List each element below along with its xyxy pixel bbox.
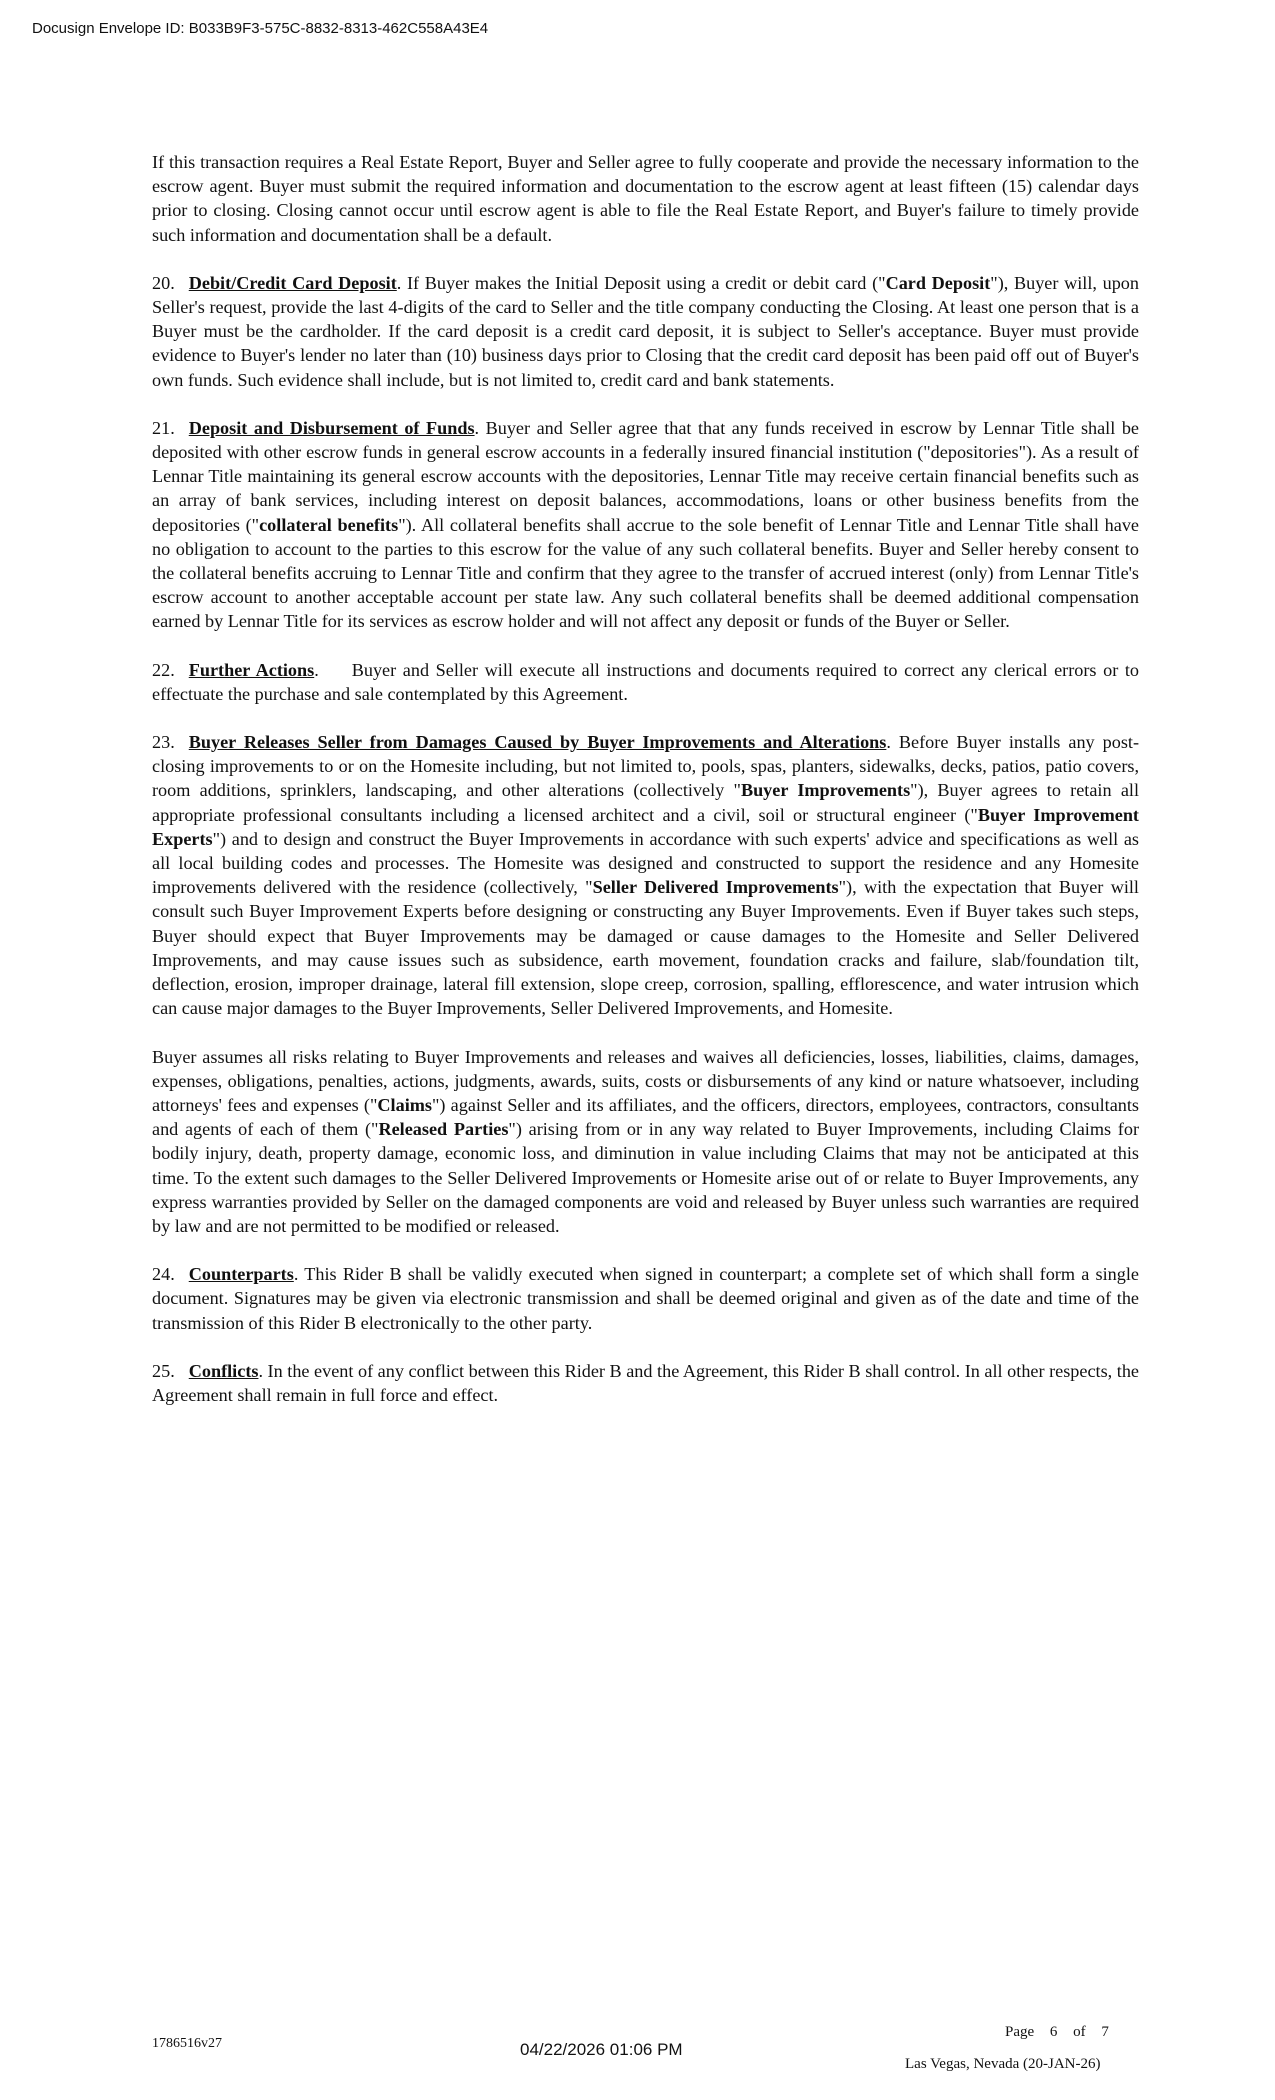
- section-20: [152, 271, 1139, 392]
- envelope-id: Docusign Envelope ID: B033B9F3-575C-8832-8313-462C558A43E4: [32, 20, 489, 37]
- section-23: [152, 730, 1139, 1020]
- section-heading: Conflicts: [188, 1360, 259, 1381]
- paragraph-real-estate-report: If this transaction requires a Real Estate Report, Buyer and Seller agree to fully cooperate and provide the necessary information to the escrow agent. Buyer must submit the required information and documentation to the escrow agent at least fifteen (15) calendar days prior to closing. Closing cannot occur until escrow agent is able to file the Real Estate Report, and Buyer's failure to timely provide such information and documentation shall be a default.: [152, 152, 1139, 245]
- section-number: 23.: [152, 732, 175, 753]
- section-text: Buyer assumes all risks relating to Buyer Improvements and releases and waives all deficiencies, losses, liabilities, claims, damages, expenses, obligations, penalties, actions, judgments, awards, suits, costs or disbursements of any kind or nature whatsoever, including attorneys' fees and expenses (": [152, 1046, 1139, 1115]
- section-text: . Before Buyer installs any post-closing improvements to or on the Homesite including, but not limited to, pools, spas, planters, sidewalks, decks, patios, patio covers, room additions, sprinklers, landscaping, and other alterations (collectively ": [152, 732, 1140, 801]
- section-heading: Buyer Releases Seller from Damages Caused by Buyer Improvements and Alterations: [188, 732, 887, 753]
- section-number: 25.: [152, 1360, 175, 1381]
- document-body: [152, 150, 1144, 1431]
- defined-term: Buyer Improvements: [740, 780, 911, 801]
- section-text: "). All collateral benefits shall accrue to the sole benefit of Lennar Title and Lennar Title shall have no obligation to account to the parties to this escrow for the value of any such collateral benefits. Buyer and Seller hereby consent to the collateral benefits accruing to Lennar Title and confirm that they agree to the transfer of accrued interest (only) from Lennar Title's escrow account to another acceptable account per state law. Any such collateral benefits shall be deemed additional compensation earned by Lennar Title for its services as escrow holder and will not affect any deposit or funds of the Buyer or Seller.: [152, 514, 1139, 632]
- section-heading: Further Actions: [188, 659, 315, 680]
- document-code: 1786516v27: [152, 2036, 222, 2051]
- section-number: 22.: [152, 659, 175, 680]
- section-text: "), Buyer will, upon Seller's request, provide the last 4-digits of the card to Seller and the title company conducting the Closing. At least one person that is a Buyer must be the cardholder. If the card deposit is a credit card deposit, it is subject to Seller's acceptance. Buyer must provide evidence to Buyer's lender no later than (10) business days prior to Closing that the credit card deposit has been paid off out of Buyer's own funds. Such evidence shall include, but is not limited to, credit card and bank statements.: [152, 272, 1139, 390]
- section-number: 24.: [152, 1264, 175, 1285]
- section-21: [152, 416, 1139, 634]
- section-text: ") against Seller and its affiliates, and the officers, directors, employees, contractors, consultants and agents of each of them (": [152, 1094, 1139, 1140]
- defined-term: collateral benefits: [259, 514, 399, 535]
- section-heading: Deposit and Disbursement of Funds: [188, 417, 475, 438]
- signature-timestamp: 04/22/2026 01:06 PM: [520, 2040, 683, 2059]
- section-number: 20.: [152, 272, 175, 293]
- section-text: . If Buyer makes the Initial Deposit using a credit or debit card (": [396, 272, 886, 293]
- page-number: Page 6 of 7: [1005, 2024, 1109, 2040]
- section-heading: Debit/Credit Card Deposit: [188, 272, 397, 293]
- document-location: Las Vegas, Nevada (20-JAN-26): [905, 2056, 1101, 2072]
- defined-term: Released Parties: [378, 1119, 509, 1140]
- section-text: ") arising from or in any way related to Buyer Improvements, including Claims for bodily injury, death, property damage, economic loss, and diminution in value including Claims that may not be anticipated at this time. To the extent such damages to the Seller Delivered Improvements or Homesite arise out of or relate to Buyer Improvements, any express warranties provided by Seller on the damaged components are void and released by Buyer unless such warranties are required by law and are not permitted to be modified or released.: [152, 1119, 1140, 1236]
- defined-term: Claims: [377, 1094, 432, 1115]
- section-22: [152, 658, 1144, 706]
- section-23-release: [152, 1045, 1139, 1239]
- defined-term: Seller Delivered Improvements: [592, 877, 839, 898]
- section-text: . Buyer and Seller will execute all instructions and documents required to correct any clerical errors or to effectuate the purchase and sale contemplated by this Agreement.: [152, 659, 1144, 704]
- section-text: . This Rider B shall be validly executed when signed in counterpart; a complete set of which shall form a single document. Signatures may be given via electronic transmission and shall be deemed original and given as of the date and time of the transmission of this Rider B electronically to the other party.: [152, 1264, 1139, 1333]
- section-heading: Counterparts: [188, 1264, 294, 1285]
- defined-term: Buyer Improvement Experts: [152, 804, 1139, 849]
- section-25: [152, 1359, 1139, 1407]
- section-text: "), Buyer agrees to retain all appropriate professional consultants including a licensed architect and a civil, soil or structural engineer (": [152, 780, 1139, 825]
- section-number: 21.: [152, 417, 175, 438]
- section-text: ") and to design and construct the Buyer Improvements in accordance with such experts' advice and specifications as well as all local building codes and processes. The Homesite was designed and constructed to support the residence and any Homesite improvements delivered with the residence (collectively, ": [152, 828, 1139, 898]
- section-text: "), with the expectation that Buyer will consult such Buyer Improvement Experts before designing or constructing any Buyer Improvements. Even if Buyer takes such steps, Buyer should expect that Buyer Improvements may be damaged or cause damages to the Homesite and Seller Delivered Improvements, and may cause issues such as subsidence, earth movement, foundation cracks and failure, slab/foundation tilt, deflection, erosion, improper drainage, lateral fill extension, slope creep, corrosion, spalling, efflorescence, and water intrusion which can cause major damages to the Buyer Improvements, Seller Delivered Improvements, and Homesite.: [152, 877, 1139, 1019]
- defined-term: Card Deposit: [885, 272, 991, 293]
- section-text: . Buyer and Seller agree that that any funds received in escrow by Lennar Title shall be deposited with other escrow funds in general escrow accounts in a federally insured financial institution ("depositories"). As a result of Lennar Title maintaining its general escrow accounts with the depositories, Lennar Title may receive certain financial benefits such as an array of bank services, including interest on deposit balances, accommodations, loans or other business benefits from the depositories (": [152, 417, 1139, 535]
- section-text: . In the event of any conflict between this Rider B and the Agreement, this Rider B shall control. In all other respects, the Agreement shall remain in full force and effect.: [152, 1360, 1139, 1405]
- section-24: [152, 1262, 1139, 1335]
